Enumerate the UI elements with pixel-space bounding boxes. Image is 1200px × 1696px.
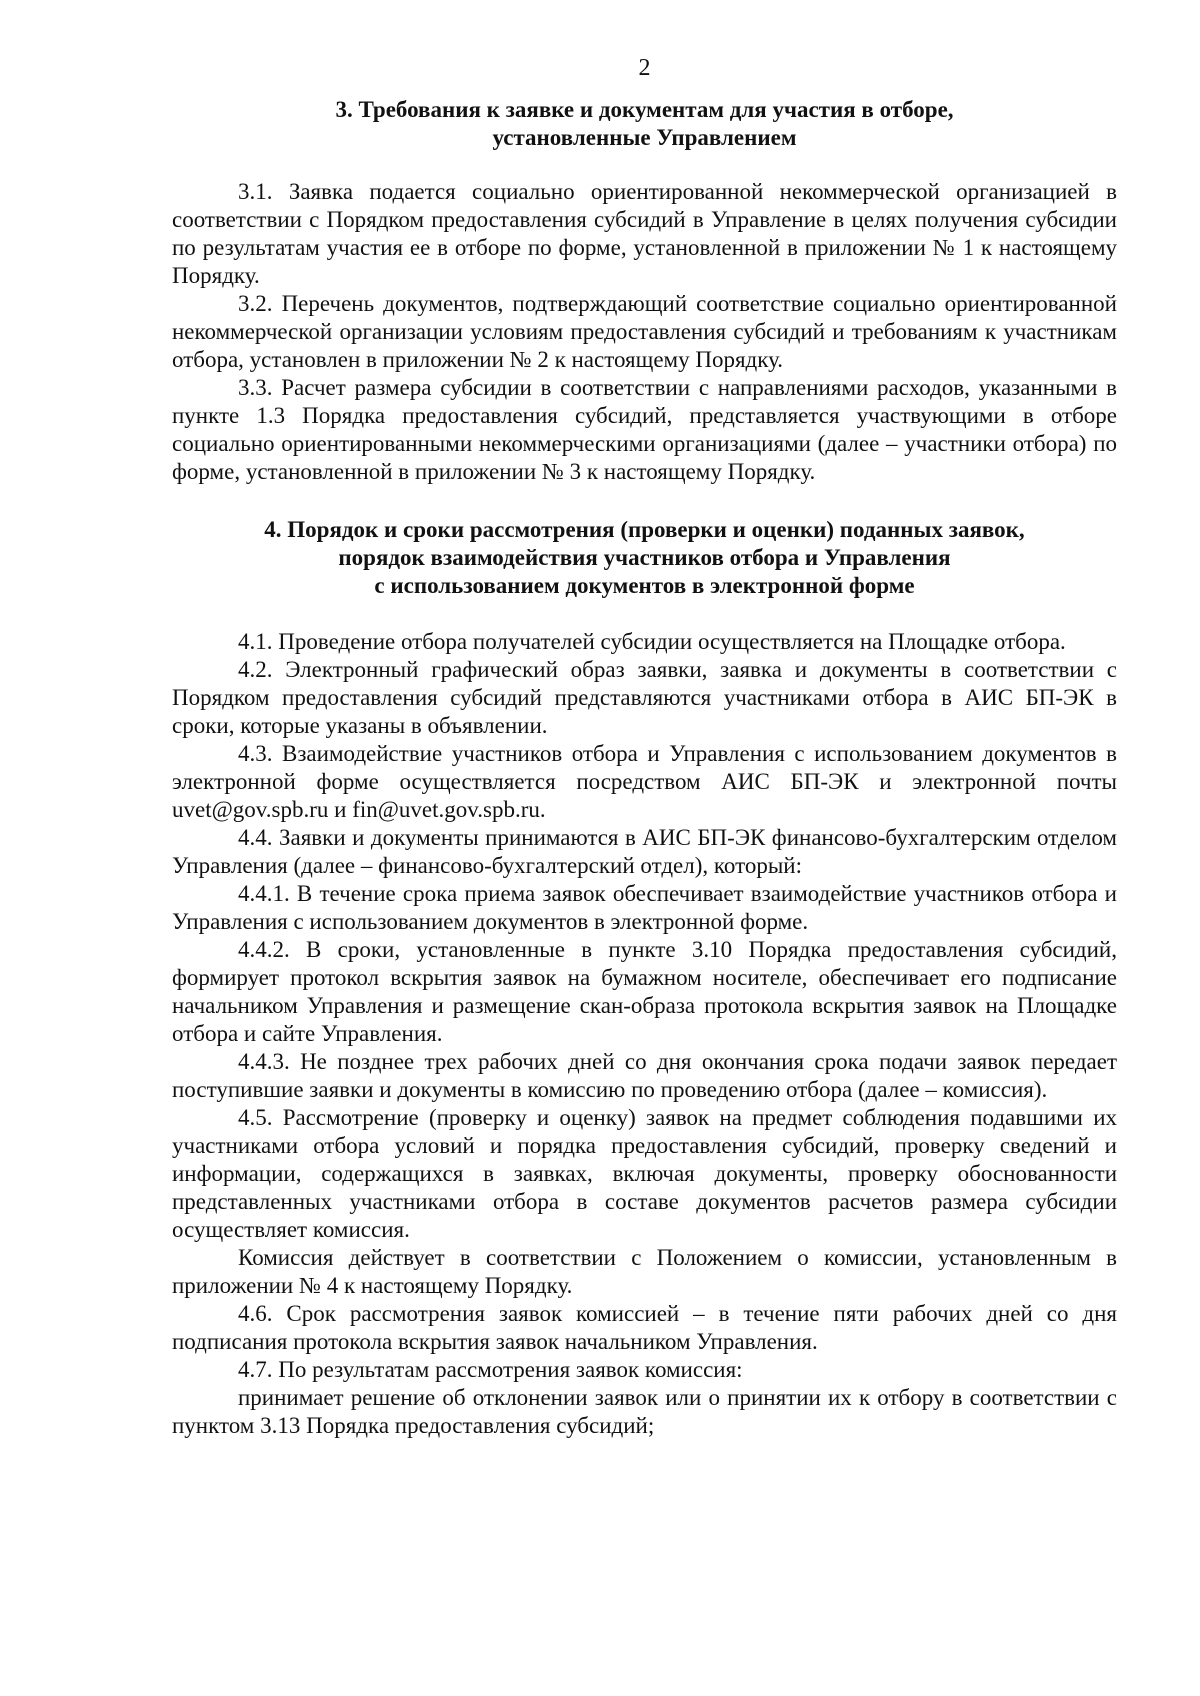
paragraph-3-1: 3.1. Заявка подается социально ориентированной некоммерческой организацией в соответствии с Порядком предоставления субсидий в Управление в целях получения субсидии по результатам участия ее в отборе по форме, установленной в приложении № 1 к настоящему Порядку. xyxy=(172,179,1117,288)
section-4-heading-line-3: с использованием документов в электронной форме xyxy=(374,573,915,598)
paragraph-4-1: 4.1. Проведение отбора получателей субсидии осуществляется на Площадке отбора. xyxy=(238,629,1066,654)
paragraph-4-3: 4.3. Взаимодействие участников отбора и Управления с использованием документов в электронной форме осуществляется посредством АИС БП-ЭК и электронной почты uvet@gov.spb.ru и fin@uvet.gov.spb.ru. xyxy=(172,741,1117,822)
section-3-heading-line-1: 3. Требования к заявке и документам для участия в отборе, xyxy=(335,97,954,122)
section-4-heading xyxy=(172,516,1117,600)
section-4-heading-line-2: порядок взаимодействия участников отбора и Управления xyxy=(338,545,951,570)
section-3-body xyxy=(172,178,1117,486)
paragraph-3-2: 3.2. Перечень документов, подтверждающий соответствие социально ориентированной некоммерческой организации условиям предоставления субсидий и требованиям к участникам отбора, установлен в приложении № 2 к настоящему Порядку. xyxy=(172,291,1117,372)
paragraph-4-4: 4.4. Заявки и документы принимаются в АИС БП-ЭК финансово-бухгалтерским отделом Управления (далее – финансово-бухгалтерский отдел), который: xyxy=(172,825,1117,878)
paragraph-4-6: 4.6. Срок рассмотрения заявок комиссией – в течение пяти рабочих дней со дня подписания протокола вскрытия заявок начальником Управления. xyxy=(172,1301,1117,1354)
paragraph-4-2: 4.2. Электронный графический образ заявки, заявка и документы в соответствии с Порядком предоставления субсидий представляются участниками отбора в АИС БП-ЭК в сроки, которые указаны в объявлении. xyxy=(172,657,1117,738)
paragraph-4-7-decision: принимает решение об отклонении заявок или о принятии их к отбору в соответствии с пунктом 3.13 Порядка предоставления субсидий; xyxy=(172,1385,1117,1438)
paragraph-4-4-2: 4.4.2. В сроки, установленные в пункте 3.10 Порядка предоставления субсидий, формирует протокол вскрытия заявок на бумажном носителе, обеспечивает его подписание начальником Управления и размещение скан-образа протокола вскрытия заявок на Площадке отбора и сайте Управления. xyxy=(172,937,1117,1046)
section-4-heading-line-1: 4. Порядок и сроки рассмотрения (проверки и оценки) поданных заявок, xyxy=(264,517,1025,542)
paragraph-4-7: 4.7. По результатам рассмотрения заявок комиссия: xyxy=(238,1357,743,1382)
paragraph-3-3: 3.3. Расчет размера субсидии в соответствии с направлениями расходов, указанными в пункте 1.3 Порядка предоставления субсидий, представляется участвующими в отборе социально ориентированными некоммерческими организациями (далее – участники отбора) по форме, установленной в приложении № 3 к настоящему Порядку. xyxy=(172,375,1117,484)
paragraph-commission: Комиссия действует в соответствии с Положением о комиссии, установленным в приложении № 4 к настоящему Порядку. xyxy=(172,1245,1117,1298)
paragraph-4-5: 4.5. Рассмотрение (проверку и оценку) заявок на предмет соблюдения подавшими их участниками отбора условий и порядка предоставления субсидий, проверку сведений и информации, содержащихся в заявках, включая документы, проверку обоснованности представленных участниками отбора в составе документов расчетов размера субсидии осуществляет комиссия. xyxy=(172,1105,1117,1242)
section-3-heading-line-2: установленные Управлением xyxy=(492,125,797,150)
section-4-body xyxy=(172,628,1117,1440)
section-3-heading xyxy=(172,96,1117,152)
paragraph-4-4-3: 4.4.3. Не позднее трех рабочих дней со дня окончания срока подачи заявок передает поступившие заявки и документы в комиссию по проведению отбора (далее – комиссия). xyxy=(172,1049,1117,1102)
document-page xyxy=(172,54,1117,1440)
paragraph-4-4-1: 4.4.1. В течение срока приема заявок обеспечивает взаимодействие участников отбора и Управления с использованием документов в электронной форме. xyxy=(172,881,1117,934)
page-number: 2 xyxy=(638,55,651,81)
